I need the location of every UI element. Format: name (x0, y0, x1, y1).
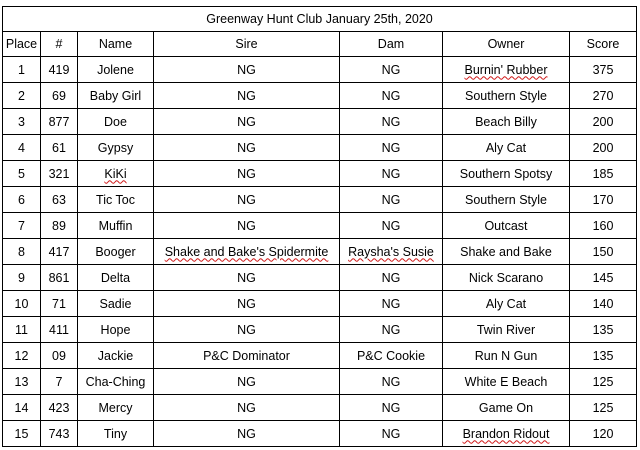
cell-name: Baby Girl (78, 83, 154, 109)
cell-owner: Nick Scarano (443, 265, 570, 291)
cell-sire: NG (154, 83, 340, 109)
cell-number: 417 (41, 239, 78, 265)
cell-name: Cha-Ching (78, 369, 154, 395)
cell-place: 12 (3, 343, 41, 369)
table-row (3, 317, 637, 343)
table-row (3, 291, 637, 317)
cell-owner: Outcast (443, 213, 570, 239)
cell-sire: NG (154, 57, 340, 83)
table-row (3, 83, 637, 109)
cell-number: 7 (41, 369, 78, 395)
column-header-place: Place (3, 32, 41, 57)
table-row (3, 187, 637, 213)
cell-number: 743 (41, 421, 78, 447)
cell-sire: NG (154, 135, 340, 161)
cell-place: 8 (3, 239, 41, 265)
column-header-score: Score (570, 32, 637, 57)
cell-owner: Southern Style (443, 187, 570, 213)
cell-number: 69 (41, 83, 78, 109)
cell-dam: NG (340, 187, 443, 213)
cell-score: 375 (570, 57, 637, 83)
cell-place: 9 (3, 265, 41, 291)
cell-owner: Aly Cat (443, 135, 570, 161)
cell-name: Tic Toc (78, 187, 154, 213)
cell-dam: NG (340, 135, 443, 161)
cell-score: 135 (570, 317, 637, 343)
cell-dam: NG (340, 109, 443, 135)
cell-score: 140 (570, 291, 637, 317)
cell-owner: Southern Spotsy (443, 161, 570, 187)
table-row (3, 213, 637, 239)
cell-name: Muffin (78, 213, 154, 239)
cell-sire: NG (154, 421, 340, 447)
cell-place: 14 (3, 395, 41, 421)
cell-name: Doe (78, 109, 154, 135)
cell-owner: Shake and Bake (443, 239, 570, 265)
cell-sire: NG (154, 187, 340, 213)
cell-sire: Shake and Bake's Spidermite (154, 239, 340, 265)
cell-score: 120 (570, 421, 637, 447)
cell-score: 200 (570, 135, 637, 161)
cell-number: 89 (41, 213, 78, 239)
cell-dam: NG (340, 83, 443, 109)
cell-score: 125 (570, 395, 637, 421)
cell-place: 6 (3, 187, 41, 213)
cell-place: 3 (3, 109, 41, 135)
cell-name: KiKi (78, 161, 154, 187)
cell-score: 270 (570, 83, 637, 109)
cell-number: 09 (41, 343, 78, 369)
table-row (3, 421, 637, 447)
cell-owner: Aly Cat (443, 291, 570, 317)
cell-score: 185 (570, 161, 637, 187)
table-row (3, 265, 637, 291)
cell-sire: NG (154, 109, 340, 135)
cell-name: Booger (78, 239, 154, 265)
cell-number: 861 (41, 265, 78, 291)
cell-place: 1 (3, 57, 41, 83)
cell-place: 13 (3, 369, 41, 395)
cell-owner: Game On (443, 395, 570, 421)
cell-score: 135 (570, 343, 637, 369)
cell-dam: P&C Cookie (340, 343, 443, 369)
table-row (3, 343, 637, 369)
cell-number: 877 (41, 109, 78, 135)
cell-sire: NG (154, 213, 340, 239)
cell-number: 411 (41, 317, 78, 343)
header-row (3, 32, 637, 57)
cell-dam: NG (340, 57, 443, 83)
cell-place: 7 (3, 213, 41, 239)
cell-owner: Burnin' Rubber (443, 57, 570, 83)
cell-dam: NG (340, 291, 443, 317)
cell-owner: Brandon Ridout (443, 421, 570, 447)
cell-place: 11 (3, 317, 41, 343)
table-row (3, 239, 637, 265)
cell-name: Jolene (78, 57, 154, 83)
cell-dam: NG (340, 161, 443, 187)
cell-name: Jackie (78, 343, 154, 369)
table-row (3, 109, 637, 135)
cell-sire: NG (154, 291, 340, 317)
cell-dam: NG (340, 421, 443, 447)
cell-number: 63 (41, 187, 78, 213)
cell-number: 61 (41, 135, 78, 161)
cell-dam: NG (340, 213, 443, 239)
cell-owner: Southern Style (443, 83, 570, 109)
column-header-number: # (41, 32, 78, 57)
table-row (3, 161, 637, 187)
cell-place: 4 (3, 135, 41, 161)
cell-score: 145 (570, 265, 637, 291)
cell-sire: NG (154, 265, 340, 291)
cell-owner: White E Beach (443, 369, 570, 395)
cell-number: 71 (41, 291, 78, 317)
cell-place: 15 (3, 421, 41, 447)
table-row (3, 369, 637, 395)
table-body (3, 57, 637, 447)
cell-score: 150 (570, 239, 637, 265)
cell-sire: NG (154, 317, 340, 343)
cell-name: Sadie (78, 291, 154, 317)
table-row (3, 135, 637, 161)
column-header-dam: Dam (340, 32, 443, 57)
cell-number: 419 (41, 57, 78, 83)
table-row (3, 395, 637, 421)
cell-number: 423 (41, 395, 78, 421)
results-table (2, 6, 637, 447)
cell-place: 2 (3, 83, 41, 109)
cell-number: 321 (41, 161, 78, 187)
cell-dam: NG (340, 317, 443, 343)
column-header-sire: Sire (154, 32, 340, 57)
table-title: Greenway Hunt Club January 25th, 2020 (3, 7, 637, 32)
cell-dam: Raysha's Susie (340, 239, 443, 265)
cell-place: 10 (3, 291, 41, 317)
cell-sire: NG (154, 161, 340, 187)
cell-owner: Twin River (443, 317, 570, 343)
cell-name: Hope (78, 317, 154, 343)
cell-sire: NG (154, 369, 340, 395)
cell-sire: NG (154, 395, 340, 421)
cell-score: 160 (570, 213, 637, 239)
cell-owner: Beach Billy (443, 109, 570, 135)
cell-name: Delta (78, 265, 154, 291)
cell-name: Mercy (78, 395, 154, 421)
cell-dam: NG (340, 265, 443, 291)
table-row (3, 57, 637, 83)
cell-name: Gypsy (78, 135, 154, 161)
cell-score: 200 (570, 109, 637, 135)
cell-owner: Run N Gun (443, 343, 570, 369)
column-header-owner: Owner (443, 32, 570, 57)
cell-sire: P&C Dominator (154, 343, 340, 369)
cell-dam: NG (340, 369, 443, 395)
cell-score: 125 (570, 369, 637, 395)
cell-dam: NG (340, 395, 443, 421)
column-header-name: Name (78, 32, 154, 57)
cell-name: Tiny (78, 421, 154, 447)
cell-place: 5 (3, 161, 41, 187)
cell-score: 170 (570, 187, 637, 213)
